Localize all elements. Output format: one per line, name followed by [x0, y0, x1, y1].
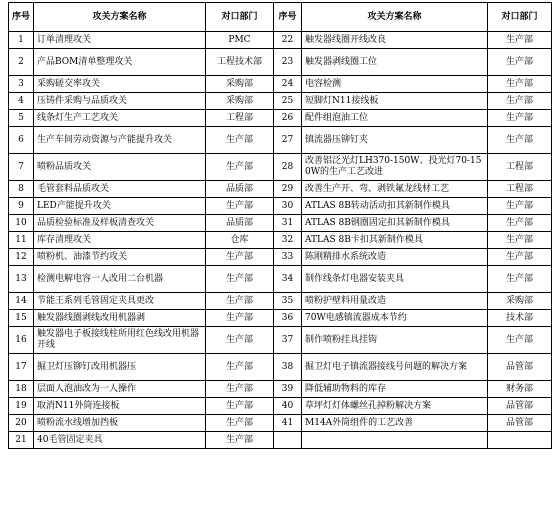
- row-no: 12: [9, 249, 34, 266]
- row-dept: 生产部: [206, 198, 274, 215]
- table-row: [9, 381, 552, 398]
- row-name-2: ATLAS 8B卡扣其新制作模具: [302, 232, 488, 249]
- row-no: 7: [9, 154, 34, 181]
- row-dept: 工程技术部: [206, 49, 274, 76]
- row-name: 喷粉品质攻关: [34, 154, 206, 181]
- table-row: [9, 293, 552, 310]
- row-name-2: 改善铝泛光灯LH370-150W、投光灯70-150W的生产工艺改进: [302, 154, 488, 181]
- table-row: [9, 32, 552, 49]
- row-name-2: 降低辅助物料的库存: [302, 381, 488, 398]
- row-name: 采购磋交率攻关: [34, 76, 206, 93]
- row-name-2: 制作线条灯电器安装夹具: [302, 266, 488, 293]
- row-no: 15: [9, 310, 34, 327]
- row-dept: 品质部: [206, 181, 274, 198]
- row-dept-2: 生产部: [488, 198, 552, 215]
- row-name-2: 70W电感镇流器成本节约: [302, 310, 488, 327]
- row-no-2: 29: [274, 181, 302, 198]
- row-name: 库存清理攻关: [34, 232, 206, 249]
- row-name-2: 草坪灯灯体螺丝孔掉粉解决方案: [302, 398, 488, 415]
- row-no: 8: [9, 181, 34, 198]
- row-name-2: 制作喷粉挂具挂钩: [302, 327, 488, 354]
- row-no-2: 39: [274, 381, 302, 398]
- table-row: [9, 181, 552, 198]
- row-no-2: 36: [274, 310, 302, 327]
- table-row: [9, 110, 552, 127]
- row-dept: 生产部: [206, 354, 274, 381]
- header-dept-2: 对口部门: [488, 3, 552, 32]
- table-row: [9, 354, 552, 381]
- row-no-2: 31: [274, 215, 302, 232]
- row-name-2: [302, 432, 488, 449]
- header-dept: 对口部门: [206, 3, 274, 32]
- row-dept: 生产部: [206, 266, 274, 293]
- table-row: [9, 76, 552, 93]
- row-no-2: 30: [274, 198, 302, 215]
- table-row: [9, 415, 552, 432]
- row-name-2: 短脚灯N11接线板: [302, 93, 488, 110]
- row-dept: 仓库: [206, 232, 274, 249]
- row-dept: 采购部: [206, 93, 274, 110]
- row-no: 9: [9, 198, 34, 215]
- row-dept: 生产部: [206, 127, 274, 154]
- row-no-2: 26: [274, 110, 302, 127]
- row-no: 14: [9, 293, 34, 310]
- row-no-2: 25: [274, 93, 302, 110]
- table-row: [9, 49, 552, 76]
- row-no: 20: [9, 415, 34, 432]
- header-no: 序号: [9, 3, 34, 32]
- row-no: 13: [9, 266, 34, 293]
- row-dept-2: 生产部: [488, 266, 552, 293]
- row-no-2: [274, 432, 302, 449]
- row-no-2: 33: [274, 249, 302, 266]
- row-no: 19: [9, 398, 34, 415]
- table-row: [9, 93, 552, 110]
- row-name: 触发器线圈剥线改用机器剥: [34, 310, 206, 327]
- row-no-2: 35: [274, 293, 302, 310]
- row-name-2: 电容检测: [302, 76, 488, 93]
- row-no-2: 34: [274, 266, 302, 293]
- row-name-2: 配件组泡油工位: [302, 110, 488, 127]
- row-dept-2: 生产部: [488, 249, 552, 266]
- row-dept: 生产部: [206, 327, 274, 354]
- row-dept: 生产部: [206, 293, 274, 310]
- row-name-2: 改善生产开、弯、剥铁氟龙线材工艺: [302, 181, 488, 198]
- row-name-2: 触发器线圈开线改良: [302, 32, 488, 49]
- table-row: [9, 327, 552, 354]
- row-dept-2: 工程部: [488, 181, 552, 198]
- row-no-2: 27: [274, 127, 302, 154]
- row-dept-2: 生产部: [488, 76, 552, 93]
- row-no-2: 24: [274, 76, 302, 93]
- row-name: 喷粉流水线增加挡板: [34, 415, 206, 432]
- row-no-2: 40: [274, 398, 302, 415]
- row-no: 10: [9, 215, 34, 232]
- row-no: 3: [9, 76, 34, 93]
- row-no: 5: [9, 110, 34, 127]
- row-name: 节能王系列毛管固定夹具更改: [34, 293, 206, 310]
- row-name: 层面人泡油改为一人操作: [34, 381, 206, 398]
- row-dept-2: 生产部: [488, 49, 552, 76]
- row-name: 品质检验标准及样板清查攻关: [34, 215, 206, 232]
- row-no: 11: [9, 232, 34, 249]
- row-no: 6: [9, 127, 34, 154]
- row-no-2: 23: [274, 49, 302, 76]
- table-row: [9, 249, 552, 266]
- row-dept: 生产部: [206, 154, 274, 181]
- table-header-row: [9, 3, 552, 32]
- row-name: 触发器电子板接线柱所用红色线改用机器开线: [34, 327, 206, 354]
- row-dept-2: 生产部: [488, 215, 552, 232]
- header-no-2: 序号: [274, 3, 302, 32]
- row-name-2: 触发器剥线圈工位: [302, 49, 488, 76]
- row-name: 线条灯生产工艺攻关: [34, 110, 206, 127]
- row-name: LED产能提升攻关: [34, 198, 206, 215]
- table-row: [9, 266, 552, 293]
- row-dept: 品质部: [206, 215, 274, 232]
- row-name-2: ATLAS 8B转动活动扣其新制作模具: [302, 198, 488, 215]
- row-no: 21: [9, 432, 34, 449]
- row-dept-2: 生产部: [488, 327, 552, 354]
- row-dept: PMC: [206, 32, 274, 49]
- row-dept: 生产部: [206, 432, 274, 449]
- row-no-2: 38: [274, 354, 302, 381]
- header-name-2: 攻关方案名称: [302, 3, 488, 32]
- row-name-2: 喷粉护壁料用量改造: [302, 293, 488, 310]
- row-dept-2: 品管部: [488, 354, 552, 381]
- row-dept: 生产部: [206, 310, 274, 327]
- row-name-2: M14A外筒组件的工艺改善: [302, 415, 488, 432]
- row-name-2: 镇流器压铆钉夹: [302, 127, 488, 154]
- row-dept-2: 生产部: [488, 127, 552, 154]
- row-no: 4: [9, 93, 34, 110]
- row-dept-2: 技术部: [488, 310, 552, 327]
- row-name-2: 陈刚精排水系统改造: [302, 249, 488, 266]
- improvement-projects-table: [8, 2, 552, 449]
- row-name: 生产车间劳动资源与产能提升攻关: [34, 127, 206, 154]
- row-dept-2: 采购部: [488, 293, 552, 310]
- row-name: 40毛管固定夹具: [34, 432, 206, 449]
- row-no: 1: [9, 32, 34, 49]
- table-row: [9, 398, 552, 415]
- table-row: [9, 127, 552, 154]
- row-no-2: 32: [274, 232, 302, 249]
- row-name: 订单清理攻关: [34, 32, 206, 49]
- row-dept-2: 工程部: [488, 154, 552, 181]
- row-name-2: ATLAS 8B钢圈固定扣其新制作模具: [302, 215, 488, 232]
- row-dept-2: 品管部: [488, 415, 552, 432]
- table-row: [9, 154, 552, 181]
- row-dept-2: 生产部: [488, 110, 552, 127]
- row-name-2: 掘卫灯电子镇流器接线号问题的解决方案: [302, 354, 488, 381]
- row-name: 检测电解电容一人改用二台机器: [34, 266, 206, 293]
- row-no: 16: [9, 327, 34, 354]
- row-dept-2: 品管部: [488, 398, 552, 415]
- row-no: 17: [9, 354, 34, 381]
- row-no: 2: [9, 49, 34, 76]
- row-name: 产品BOM清单整理攻关: [34, 49, 206, 76]
- document-page: [8, 2, 551, 449]
- table-row: [9, 232, 552, 249]
- row-dept-2: [488, 432, 552, 449]
- row-name: 毛管套料品质攻关: [34, 181, 206, 198]
- row-dept: 生产部: [206, 249, 274, 266]
- row-dept-2: 生产部: [488, 32, 552, 49]
- row-name: 压铸件采购与品质攻关: [34, 93, 206, 110]
- row-dept: 生产部: [206, 415, 274, 432]
- header-name: 攻关方案名称: [34, 3, 206, 32]
- row-dept-2: 财务部: [488, 381, 552, 398]
- table-row: [9, 310, 552, 327]
- row-no-2: 28: [274, 154, 302, 181]
- row-name: 喷粉机、油漆节约攻关: [34, 249, 206, 266]
- row-no-2: 22: [274, 32, 302, 49]
- row-name: 掘卫灯压铆钉改用机器压: [34, 354, 206, 381]
- row-dept-2: 生产部: [488, 93, 552, 110]
- table-row: [9, 432, 552, 449]
- row-dept: 生产部: [206, 381, 274, 398]
- row-no: 18: [9, 381, 34, 398]
- table-row: [9, 215, 552, 232]
- row-dept: 生产部: [206, 398, 274, 415]
- row-dept: 采购部: [206, 76, 274, 93]
- row-name: 取消N11外筒连接板: [34, 398, 206, 415]
- row-no-2: 37: [274, 327, 302, 354]
- row-no-2: 41: [274, 415, 302, 432]
- table-row: [9, 198, 552, 215]
- row-dept: 工程部: [206, 110, 274, 127]
- row-dept-2: 生产部: [488, 232, 552, 249]
